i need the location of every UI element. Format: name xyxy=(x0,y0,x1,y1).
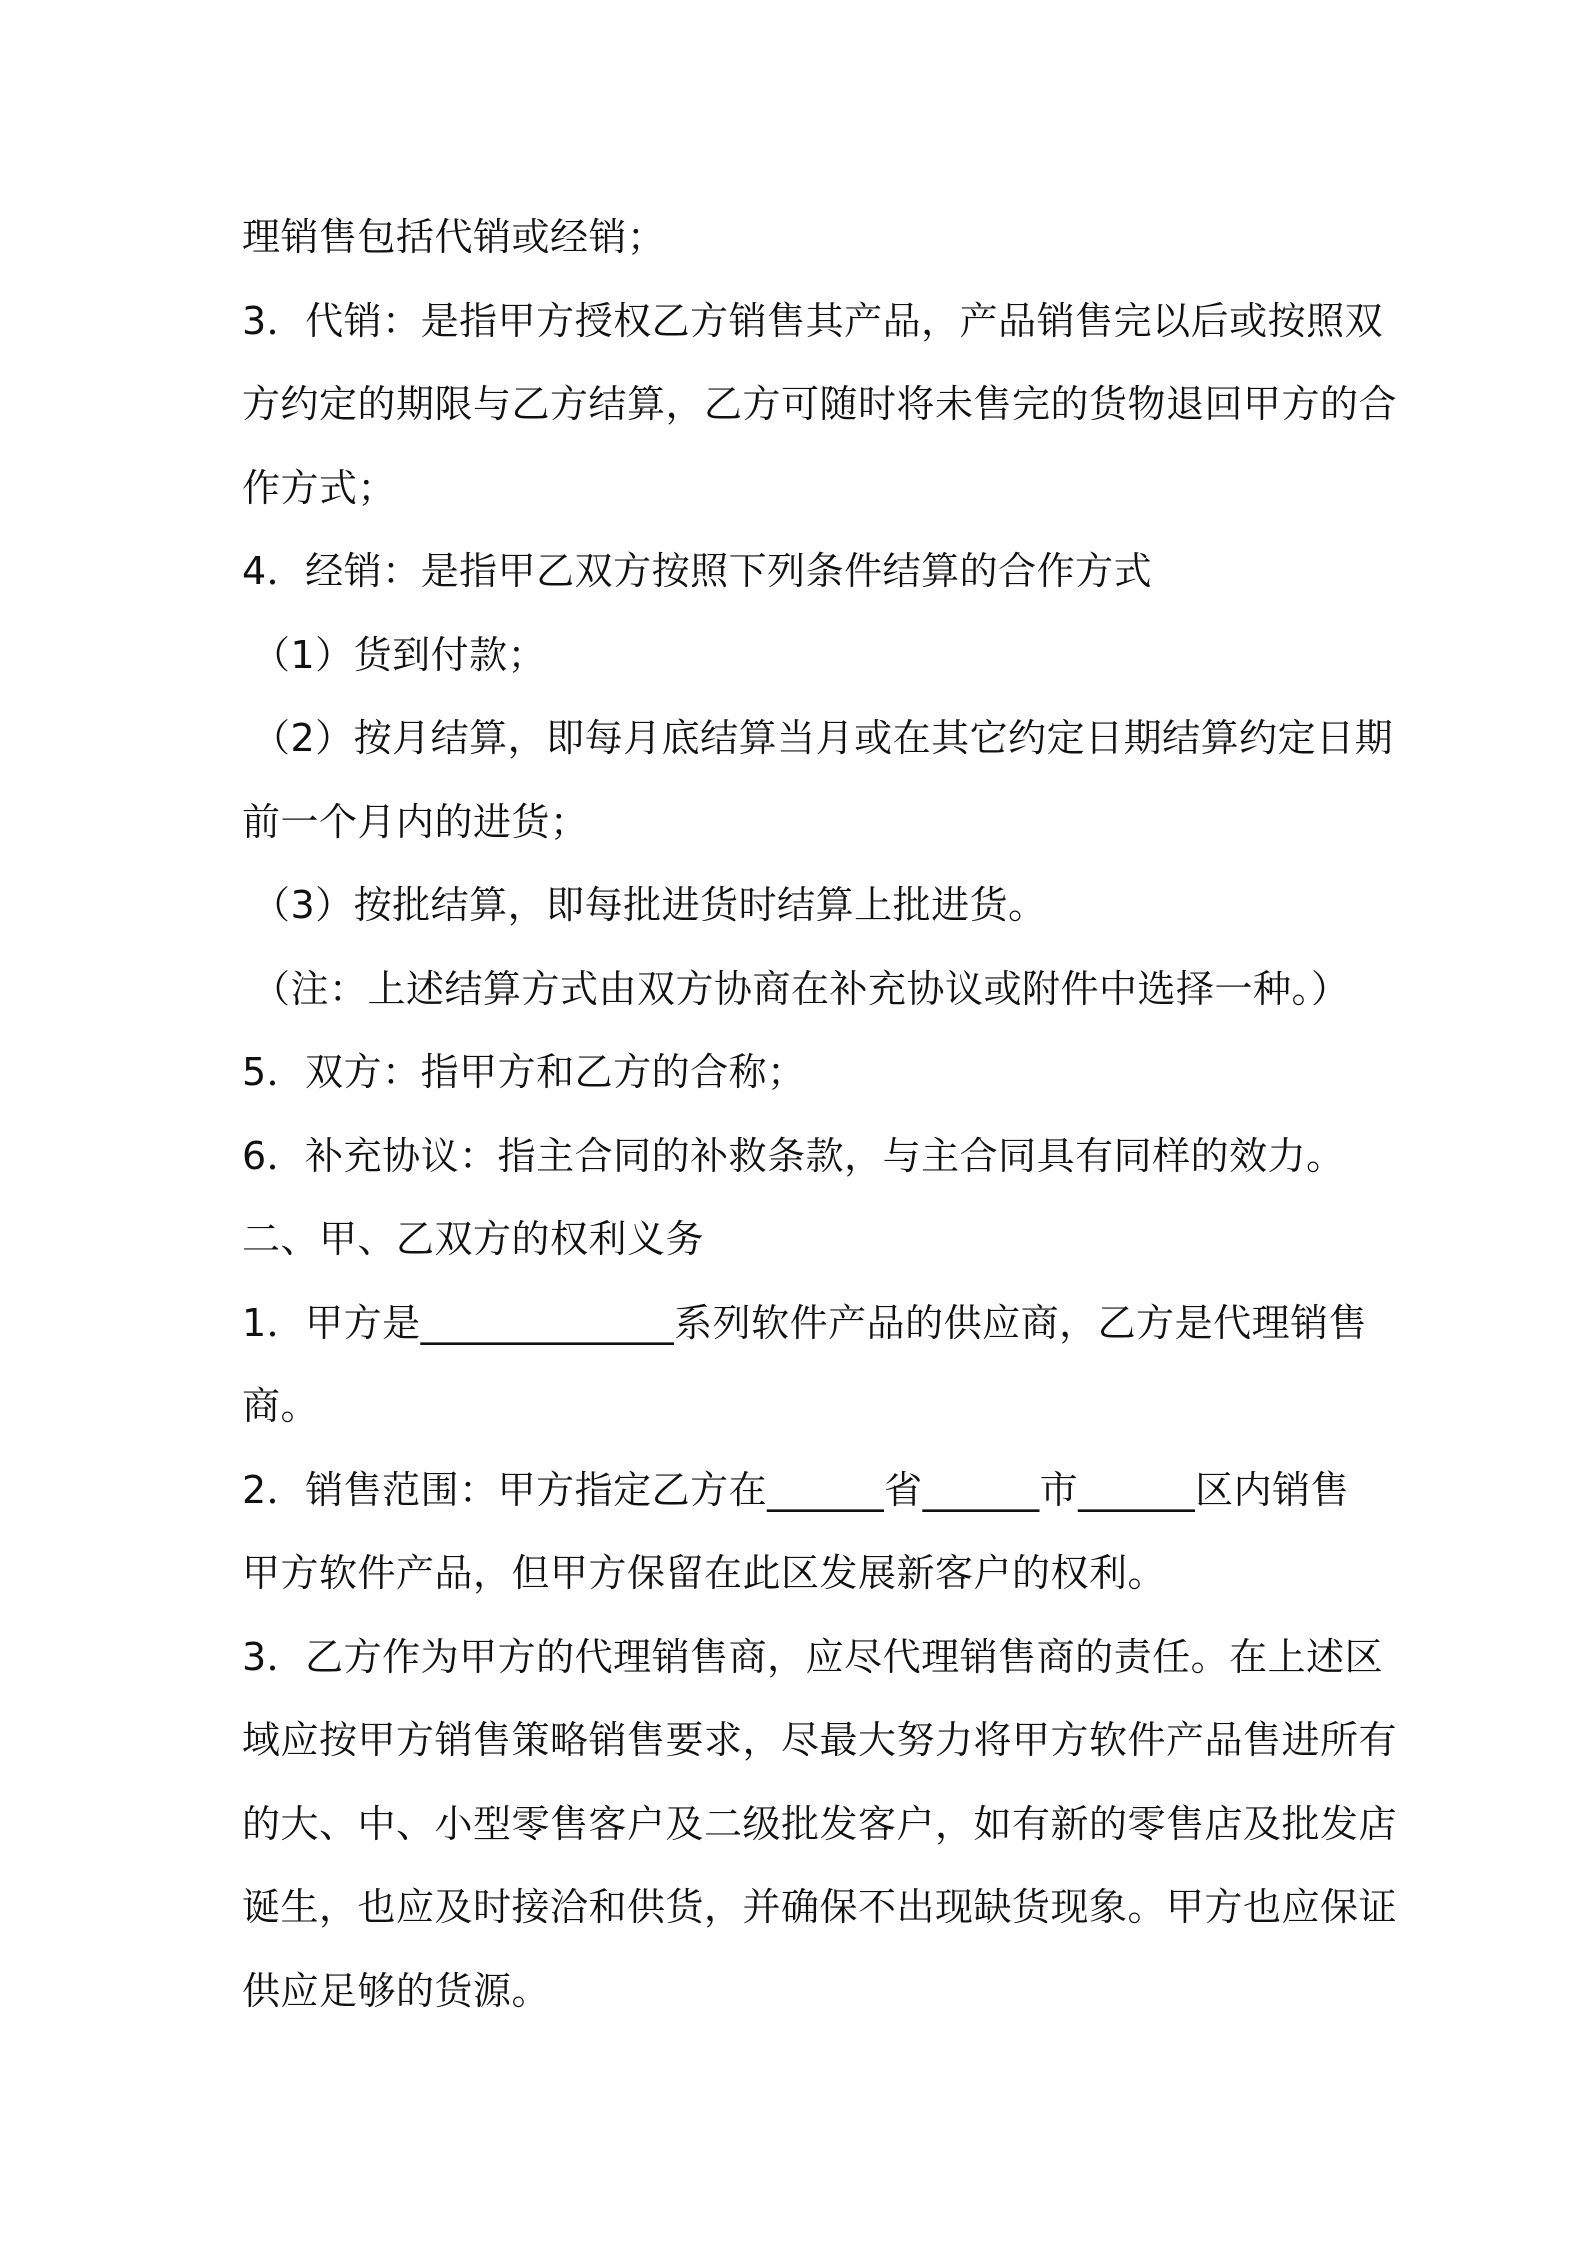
text-line: 理销售包括代销或经销； xyxy=(242,215,666,259)
text-line: 前一个月内的进货； xyxy=(242,799,589,844)
text-line: 3．乙方作为甲方的代理销售商，应尽代理销售商的责任。在上述区 xyxy=(242,1634,1384,1679)
text-line: 商。 xyxy=(242,1384,320,1428)
text-line: 域应按甲方销售策略销售要求，尽最大努力将甲方软件产品售进所有 xyxy=(242,1718,1398,1762)
text-line: 6．补充协议：指主合同的补救条款，与主合同具有同样的效力。 xyxy=(242,1133,1345,1178)
text-line: （1）货到付款； xyxy=(252,632,547,677)
document-body xyxy=(242,196,1398,2033)
text-line: （3）按批结算，即每批进货时结算上批进货。 xyxy=(252,883,1047,927)
text-line: 供应足够的货源。 xyxy=(242,1968,551,2013)
text-line: （注：上述结算方式由双方协商在补充协议或附件中选择一种。） xyxy=(252,966,1350,1011)
text-line: 5．双方：指甲方和乙方的合称； xyxy=(242,1050,806,1094)
text-line: 作方式； xyxy=(242,465,397,510)
section-heading: 二、甲、乙双方的权利义务 xyxy=(242,1217,705,1261)
text-line: 4．经销：是指甲乙双方按照下列条件结算的合作方式 xyxy=(242,549,1153,593)
text-line: 1．甲方是_____________系列软件产品的供应商，乙方是代理销售 xyxy=(242,1300,1368,1345)
text-line: 方约定的期限与乙方结算，乙方可随时将未售完的货物退回甲方的合 xyxy=(242,382,1398,426)
text-line: 3．代销：是指甲方授权乙方销售其产品，产品销售完以后或按照双 xyxy=(242,298,1384,343)
text-line: 甲方软件产品，但甲方保留在此区发展新客户的权利。 xyxy=(242,1551,1167,1595)
text-line: 诞生，也应及时接洽和供货，并确保不出现缺货现象。甲方也应保证 xyxy=(242,1885,1398,1929)
text-line: 2．销售范围：甲方指定乙方在______省______市______区内销售 xyxy=(242,1467,1350,1512)
text-line: （2）按月结算，即每月底结算当月或在其它约定日期结算约定日期 xyxy=(252,716,1394,760)
text-line: 的大、中、小型零售客户及二级批发客户，如有新的零售店及批发店 xyxy=(242,1801,1398,1846)
